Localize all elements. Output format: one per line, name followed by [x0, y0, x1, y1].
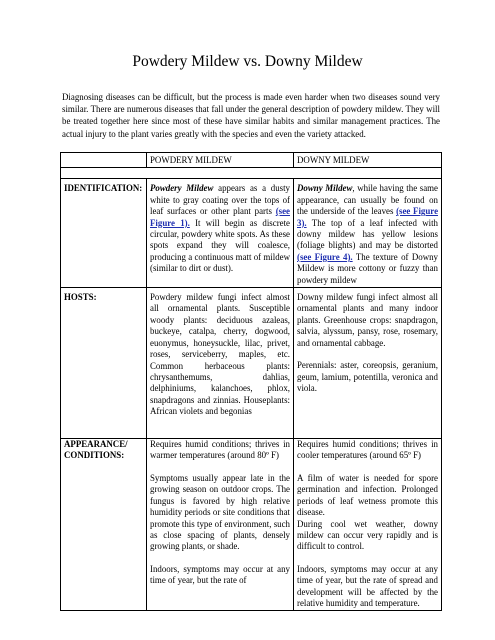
- downy-appearance-cell: Requires humid conditions; thrives in cooler temperatures (around 65º F) A film of water is needed for spore germination and infection. Prolonged periods of leaf wetness promote this disease. During cool wet weather, downy mildew can occur very rapidly and is difficult to control. Indoors, symptoms may occur at any time of year, but the rate of spread and development will be affected by the relative humidity and temperature.: [294, 439, 442, 611]
- table-row-hosts: [61, 288, 442, 439]
- header-powdery-mildew: POWDERY MILDEW: [147, 153, 294, 168]
- see-figure-1-link[interactable]: (see Figure 1).: [150, 206, 290, 228]
- row-label-hosts: HOSTS:: [61, 288, 147, 439]
- header-empty-cell: [61, 153, 147, 168]
- row-label-identification: IDENTIFICATION:: [61, 179, 147, 288]
- table-spacer-row: [61, 168, 442, 179]
- powdery-identification-cell: Powdery Mildew appears as a dusty white to gray coating over the tops of leaf surfaces or other plant parts (see Figure 1). It will begin as discrete circular, powdery white spots. As these spots expand they will coalesce, producing a continuous matt of mildew (similar to dirt or dust).: [147, 179, 294, 288]
- downy-hosts-cell: Downy mildew fungi infect almost all ornamental plants and many indoor plants. Greenhouse crops: snapdragon, salvia, alyssum, pansy, rose, rosemary, and ornamental cabbage. Perennials: aster, coreopsis, geranium, geum, lamium, potentilla, veronica and viola.: [294, 288, 442, 439]
- table-row-identification: [61, 179, 442, 288]
- powdery-appearance-cell: Requires humid conditions; thrives in warmer temperatures (around 80º F) Symptoms usually appear late in the growing season on outdoor crops. The fungus is favored by high relative humidity periods or site conditions that promote this type of environment, such as close spacing of plants, densely growing plants, or shade. Indoors, symptoms may occur at any time of year, but the rate of: [147, 439, 294, 611]
- intro-paragraph: Diagnosing diseases can be difficult, but the process is made even harder when two diseases sound very similar. There are numerous diseases that fall under the general description of powdery mildew. They will be treated together here since most of these have similar habits and similar management practices. The actual injury to the plant varies greatly with the species and even the variety attacked.: [62, 92, 440, 139]
- downy-mildew-term: Downy Mildew: [297, 183, 353, 194]
- row-label-appearance: APPEARANCE/ CONDITIONS:: [61, 439, 147, 611]
- header-downy-mildew: DOWNY MILDEW: [294, 153, 442, 168]
- powdery-hosts-cell: Powdery mildew fungi infect almost all ornamental plants. Susceptible woody plants: deciduous azaleas, buckeye, catalpa, cherry, dogwood, euonymus, honeysuckle, lilac, privet, roses, serviceberry, maples, etc. Common herbaceous plants: chrysanthemums, dahlias, delphiniums, kalanchoes, phlox, snapdragons and zinnias. Houseplants: African violets and begonias: [147, 288, 294, 439]
- see-figure-4-link[interactable]: (see Figure 4).: [297, 251, 353, 262]
- powdery-mildew-term: Powdery Mildew: [150, 183, 214, 194]
- downy-identification-cell: Downy Mildew, while having the same appearance, can usually be found on the underside of the leaves (see Figure 3). The top of a leaf infected with downy mildew has yellow lesions (foliage blights) and may be distorted (see Figure 4). The texture of Downy Mildew is more cottony or fuzzy than powdery mildew: [294, 179, 442, 288]
- see-figure-3-link[interactable]: (see Figure 3).: [297, 206, 439, 228]
- table-header-row: [61, 153, 442, 168]
- comparison-table: [60, 152, 442, 611]
- table-row-appearance: [61, 439, 442, 611]
- page-title: Powdery Mildew vs. Downy Mildew: [132, 53, 363, 70]
